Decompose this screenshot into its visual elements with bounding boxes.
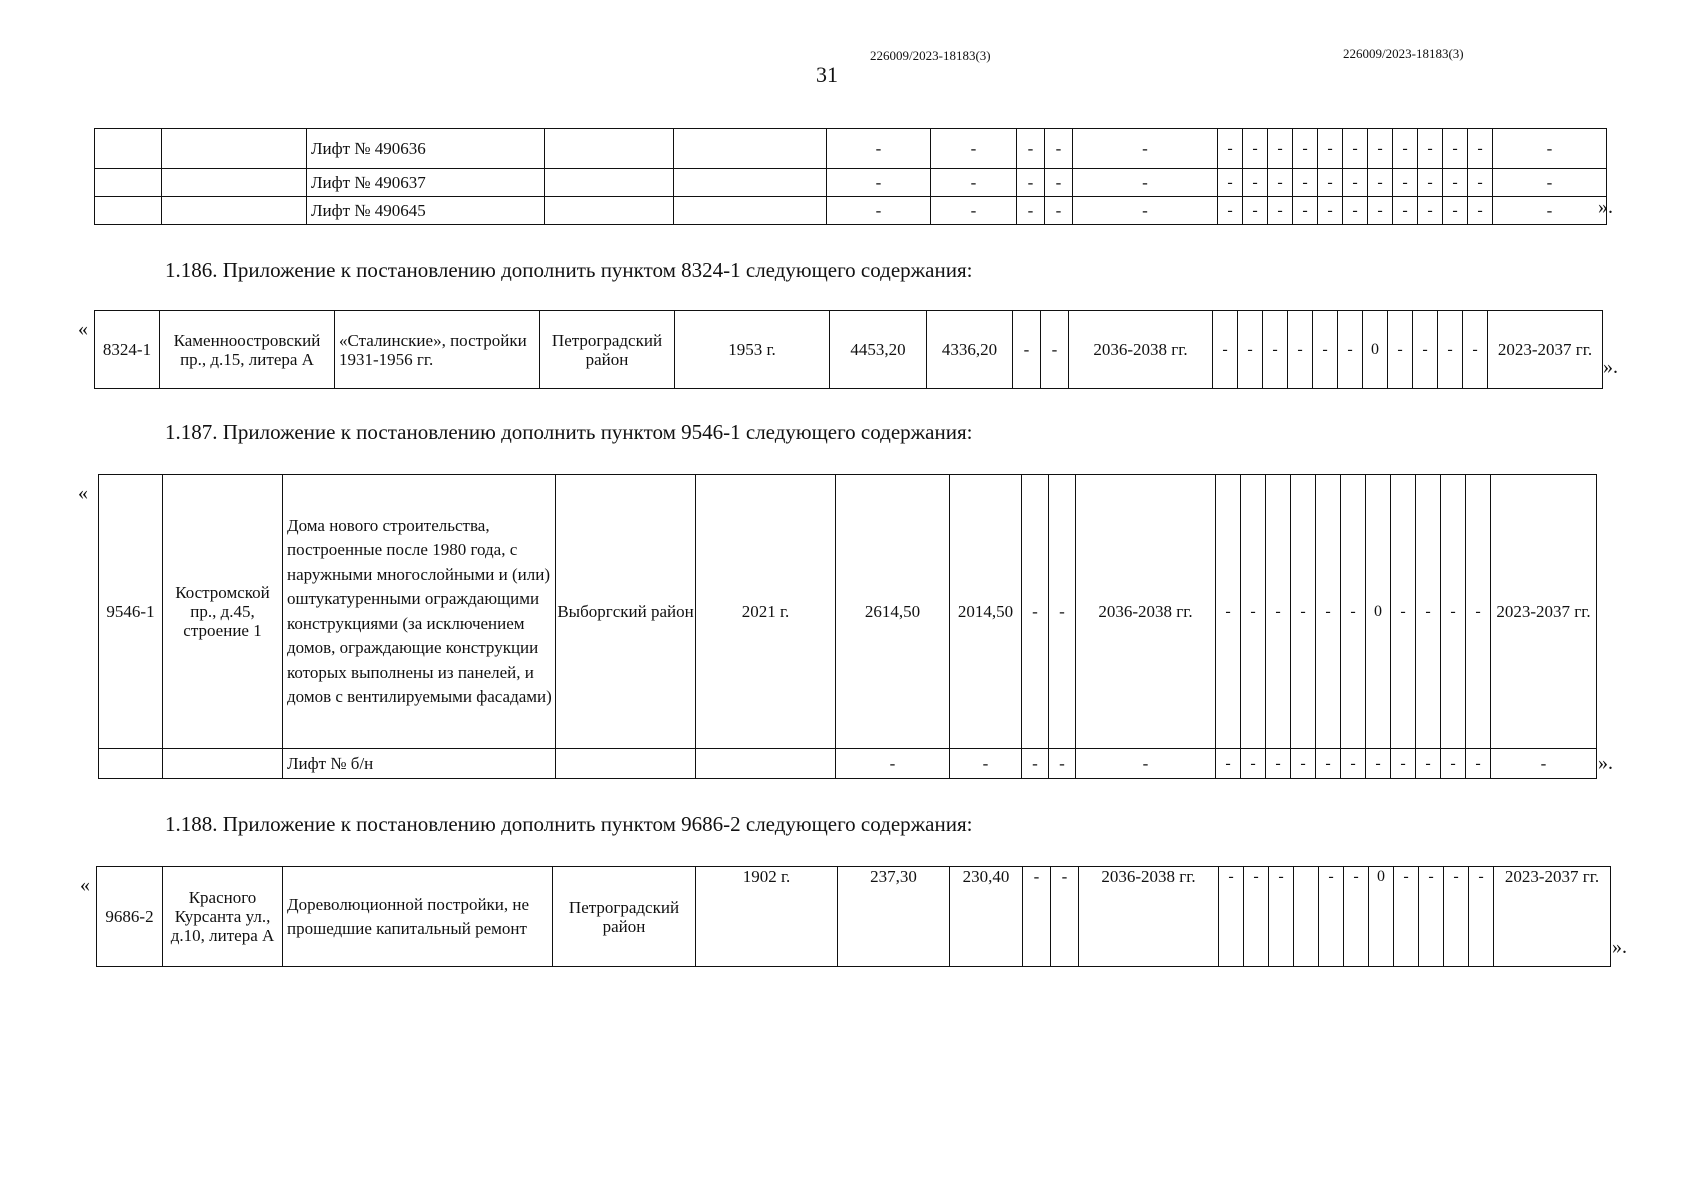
table-row bbox=[99, 749, 1597, 779]
mark-cell: - bbox=[1344, 867, 1369, 967]
value-cell: - bbox=[1017, 129, 1045, 169]
value-cell: - bbox=[931, 169, 1017, 197]
mark-cell: - bbox=[1218, 129, 1243, 169]
district-cell bbox=[545, 169, 674, 197]
address-cell bbox=[162, 197, 307, 225]
mark-cell: - bbox=[1213, 311, 1238, 389]
mark-cell: - bbox=[1393, 129, 1418, 169]
value-cell: - bbox=[1049, 475, 1076, 749]
mark-cell: - bbox=[1343, 197, 1368, 225]
value-cell: - bbox=[1022, 749, 1049, 779]
mark-cell: - bbox=[1469, 867, 1494, 967]
year-cell: 2021 г. bbox=[696, 475, 836, 749]
mark-cell: - bbox=[1466, 475, 1491, 749]
mark-cell: - bbox=[1263, 311, 1288, 389]
document-code-left: 226009/2023-18183(3) bbox=[870, 48, 991, 63]
value-cell: - bbox=[1491, 749, 1597, 779]
address-cell: Костромской пр., д.45, строение 1 bbox=[163, 475, 283, 749]
mark-cell: - bbox=[1368, 197, 1393, 225]
mark-cell: - bbox=[1366, 749, 1391, 779]
mark-cell: - bbox=[1441, 749, 1466, 779]
mark-cell: - bbox=[1241, 749, 1266, 779]
mark-cell: - bbox=[1343, 169, 1368, 197]
table-row bbox=[99, 475, 1597, 749]
mark-cell: - bbox=[1391, 749, 1416, 779]
mark-cell: - bbox=[1268, 197, 1293, 225]
mark-cell: - bbox=[1291, 475, 1316, 749]
value-cell: - bbox=[1049, 749, 1076, 779]
mark-cell: - bbox=[1241, 475, 1266, 749]
table-row bbox=[95, 197, 1607, 225]
value-cell: - bbox=[931, 129, 1017, 169]
mark-cell: - bbox=[1393, 197, 1418, 225]
year-cell bbox=[674, 197, 827, 225]
district-cell: Выборгский район bbox=[556, 475, 696, 749]
district-cell: Петроградский район bbox=[553, 867, 696, 967]
table-9686-2 bbox=[96, 866, 1611, 967]
mark-cell: - bbox=[1441, 475, 1466, 749]
mark-cell: - bbox=[1293, 197, 1318, 225]
value-cell: - bbox=[950, 749, 1022, 779]
mark-cell: - bbox=[1418, 129, 1443, 169]
value-cell: - bbox=[1013, 311, 1041, 389]
table-row bbox=[95, 311, 1603, 389]
area-cell: 4336,20 bbox=[927, 311, 1013, 389]
value-cell: - bbox=[1045, 197, 1073, 225]
value-cell: - bbox=[931, 197, 1017, 225]
lift-name-cell: Лифт № 490645 bbox=[307, 197, 545, 225]
mark-cell: - bbox=[1368, 169, 1393, 197]
district-cell bbox=[545, 197, 674, 225]
mark-cell: - bbox=[1388, 311, 1413, 389]
result-period-cell: 2023-2037 гг. bbox=[1488, 311, 1603, 389]
page-number: 31 bbox=[816, 62, 838, 87]
mark-cell: 0 bbox=[1366, 475, 1391, 749]
building-type-cell: Дореволюционной постройки, не прошедшие капитальный ремонт bbox=[283, 867, 553, 967]
year-cell bbox=[674, 169, 827, 197]
mark-cell: - bbox=[1416, 749, 1441, 779]
mark-cell: - bbox=[1316, 475, 1341, 749]
mark-cell: - bbox=[1416, 475, 1441, 749]
mark-cell: - bbox=[1438, 311, 1463, 389]
mark-cell: - bbox=[1443, 129, 1468, 169]
mark-cell: - bbox=[1266, 749, 1291, 779]
mark-cell: - bbox=[1219, 867, 1244, 967]
value-cell: - bbox=[1045, 129, 1073, 169]
year-cell: 1953 г. bbox=[675, 311, 830, 389]
num-cell bbox=[95, 197, 162, 225]
mark-cell: 0 bbox=[1369, 867, 1394, 967]
mark-cell bbox=[1294, 867, 1319, 967]
mark-cell: - bbox=[1318, 197, 1343, 225]
mark-cell: - bbox=[1244, 867, 1269, 967]
table-row bbox=[97, 867, 1611, 967]
mark-cell: - bbox=[1394, 867, 1419, 967]
mark-cell: - bbox=[1419, 867, 1444, 967]
mark-cell: - bbox=[1218, 169, 1243, 197]
mark-cell: - bbox=[1393, 169, 1418, 197]
mark-cell: - bbox=[1391, 475, 1416, 749]
mark-cell: - bbox=[1341, 749, 1366, 779]
mark-cell: - bbox=[1293, 169, 1318, 197]
result-period-cell: 2023-2037 гг. bbox=[1491, 475, 1597, 749]
value-cell: - bbox=[1023, 867, 1051, 967]
mark-cell: - bbox=[1318, 129, 1343, 169]
value-cell: - bbox=[1017, 169, 1045, 197]
value-cell: - bbox=[1493, 129, 1607, 169]
open-quote: « bbox=[78, 318, 88, 340]
value-cell: - bbox=[827, 169, 931, 197]
district-cell: Петроградский район bbox=[540, 311, 675, 389]
mark-cell: 0 bbox=[1363, 311, 1388, 389]
num-cell: 9686-2 bbox=[97, 867, 163, 967]
mark-cell: - bbox=[1341, 475, 1366, 749]
mark-cell: - bbox=[1466, 749, 1491, 779]
mark-cell: - bbox=[1468, 169, 1493, 197]
lift-name-cell: Лифт № б/н bbox=[283, 749, 556, 779]
close-quote: ». bbox=[1603, 356, 1618, 378]
lift-name-cell: Лифт № 490637 bbox=[307, 169, 545, 197]
address-cell bbox=[163, 749, 283, 779]
paragraph-1-187: 1.187. Приложение к постановлению дополнить пунктом 9546-1 следующего содержания: bbox=[165, 420, 973, 444]
area-cell: 237,30 bbox=[838, 867, 950, 967]
lift-name-cell: Лифт № 490636 bbox=[307, 129, 545, 169]
result-period-cell: 2023-2037 гг. bbox=[1494, 867, 1611, 967]
value-cell: - bbox=[1017, 197, 1045, 225]
value-cell: - bbox=[1076, 749, 1216, 779]
year-cell bbox=[674, 129, 827, 169]
table-9546-1 bbox=[98, 474, 1597, 779]
mark-cell: - bbox=[1216, 475, 1241, 749]
paragraph-1-186: 1.186. Приложение к постановлению дополнить пунктом 8324-1 следующего содержания: bbox=[165, 258, 973, 282]
close-quote: ». bbox=[1612, 936, 1627, 958]
value-cell: - bbox=[1073, 169, 1218, 197]
mark-cell: - bbox=[1216, 749, 1241, 779]
open-quote: « bbox=[78, 482, 88, 504]
value-cell: - bbox=[1051, 867, 1079, 967]
address-cell: Красного Курсанта ул., д.10, литера А bbox=[163, 867, 283, 967]
mark-cell: - bbox=[1338, 311, 1363, 389]
address-cell bbox=[162, 169, 307, 197]
value-cell: - bbox=[1493, 169, 1607, 197]
table-8324-1 bbox=[94, 310, 1603, 389]
mark-cell: - bbox=[1418, 197, 1443, 225]
value-cell: - bbox=[1073, 129, 1218, 169]
area-cell: 4453,20 bbox=[830, 311, 927, 389]
close-quote: ». bbox=[1598, 752, 1613, 774]
mark-cell: - bbox=[1418, 169, 1443, 197]
num-cell: 9546-1 bbox=[99, 475, 163, 749]
mark-cell: - bbox=[1293, 129, 1318, 169]
period-cell: 2036-2038 гг. bbox=[1069, 311, 1213, 389]
address-cell bbox=[162, 129, 307, 169]
mark-cell: - bbox=[1243, 169, 1268, 197]
mark-cell: - bbox=[1218, 197, 1243, 225]
value-cell: - bbox=[836, 749, 950, 779]
value-cell: - bbox=[1022, 475, 1049, 749]
year-cell: 1902 г. bbox=[696, 867, 838, 967]
building-type-cell: Дома нового строительства, построенные после 1980 года, с наружными многослойными и (или) оштукатуренными ограждающими конструкциями (за исключением домов, ограждающие конструкции которых выполнены из панелей, и домов с вентилируемыми фасадами) bbox=[283, 475, 556, 749]
mark-cell: - bbox=[1443, 197, 1468, 225]
num-cell: 8324-1 bbox=[95, 311, 160, 389]
mark-cell: - bbox=[1243, 129, 1268, 169]
mark-cell: - bbox=[1316, 749, 1341, 779]
table-row bbox=[95, 169, 1607, 197]
mark-cell: - bbox=[1243, 197, 1268, 225]
mark-cell: - bbox=[1343, 129, 1368, 169]
mark-cell: - bbox=[1268, 129, 1293, 169]
mark-cell: - bbox=[1368, 129, 1393, 169]
close-quote: ». bbox=[1598, 196, 1613, 218]
mark-cell: - bbox=[1468, 129, 1493, 169]
mark-cell: - bbox=[1318, 169, 1343, 197]
mark-cell: - bbox=[1443, 169, 1468, 197]
value-cell: - bbox=[1493, 197, 1607, 225]
document-code-right: 226009/2023-18183(3) bbox=[1343, 46, 1464, 61]
value-cell: - bbox=[1045, 169, 1073, 197]
mark-cell: - bbox=[1269, 867, 1294, 967]
mark-cell: - bbox=[1319, 867, 1344, 967]
mark-cell: - bbox=[1238, 311, 1263, 389]
district-cell bbox=[556, 749, 696, 779]
num-cell bbox=[99, 749, 163, 779]
mark-cell: - bbox=[1266, 475, 1291, 749]
value-cell: - bbox=[827, 197, 931, 225]
mark-cell: - bbox=[1268, 169, 1293, 197]
period-cell: 2036-2038 гг. bbox=[1076, 475, 1216, 749]
mark-cell: - bbox=[1444, 867, 1469, 967]
mark-cell: - bbox=[1288, 311, 1313, 389]
area-cell: 2614,50 bbox=[836, 475, 950, 749]
open-quote: « bbox=[80, 874, 90, 896]
value-cell: - bbox=[1073, 197, 1218, 225]
lift-table-continuation bbox=[94, 128, 1607, 225]
paragraph-1-188: 1.188. Приложение к постановлению дополнить пунктом 9686-2 следующего содержания: bbox=[165, 812, 973, 836]
value-cell: - bbox=[1041, 311, 1069, 389]
mark-cell: - bbox=[1313, 311, 1338, 389]
area-cell: 230,40 bbox=[950, 867, 1023, 967]
mark-cell: - bbox=[1468, 197, 1493, 225]
num-cell bbox=[95, 169, 162, 197]
building-type-cell: «Сталинские», постройки 1931-1956 гг. bbox=[335, 311, 540, 389]
table-row bbox=[95, 129, 1607, 169]
value-cell: - bbox=[827, 129, 931, 169]
district-cell bbox=[545, 129, 674, 169]
area-cell: 2014,50 bbox=[950, 475, 1022, 749]
period-cell: 2036-2038 гг. bbox=[1079, 867, 1219, 967]
num-cell bbox=[95, 129, 162, 169]
mark-cell: - bbox=[1291, 749, 1316, 779]
mark-cell: - bbox=[1463, 311, 1488, 389]
mark-cell: - bbox=[1413, 311, 1438, 389]
year-cell bbox=[696, 749, 836, 779]
address-cell: Каменноостровский пр., д.15, литера А bbox=[160, 311, 335, 389]
